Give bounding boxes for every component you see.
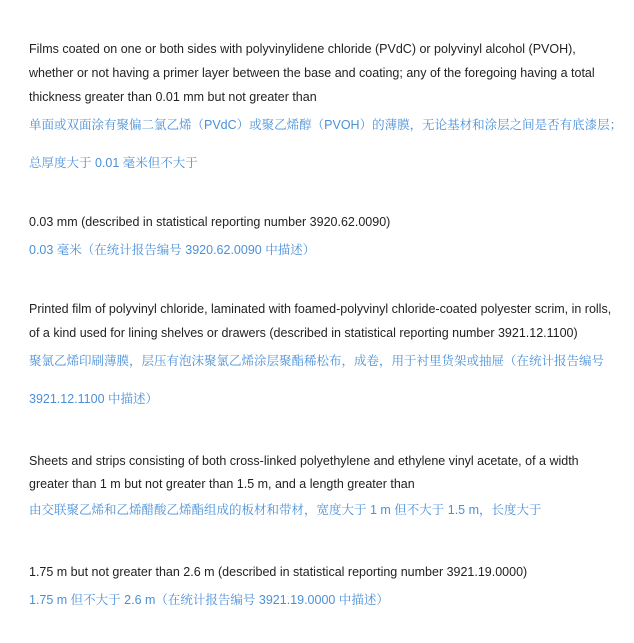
- chinese-text-line: 1.75 m 但不大于 2.6 m（在统计报告编号 3921.19.0000 中描述）: [29, 593, 389, 607]
- english-text-line: of a kind used for lining shelves or drawers (described in statistical reporting number 3921.12.1100): [29, 326, 578, 340]
- english-text-line: 0.03 mm (described in statistical reporting number 3920.62.0090): [29, 215, 391, 229]
- chinese-text-line: 聚氯乙烯印刷薄膜，层压有泡沫聚氯乙烯涂层聚酯稀松布，成卷，用于衬里货架或抽屉（在统计报告编号: [29, 354, 605, 368]
- english-text-line: Films coated on one or both sides with polyvinylidene chloride (PVdC) or polyvinyl alcohol (PVOH),: [29, 42, 576, 56]
- english-text-line: 1.75 m but not greater than 2.6 m (described in statistical reporting number 3921.19.0000): [29, 565, 528, 579]
- chinese-text-line: 单面或双面涂有聚偏二氯乙烯（PVdC）或聚乙烯醇（PVOH）的薄膜，无论基材和涂层之间是否有底漆层；: [29, 118, 623, 132]
- english-text-line: Printed film of polyvinyl chloride, laminated with foamed-polyvinyl chloride-coated polyester scrim, in rolls,: [29, 302, 612, 316]
- english-text-line: thickness greater than 0.01 mm but not greater than: [29, 90, 317, 104]
- chinese-text-line: 总厚度大于 0.01 毫米但不大于: [29, 156, 198, 170]
- chinese-text-line: 3921.12.1100 中描述）: [29, 392, 159, 406]
- chinese-text-line: 0.03 毫米（在统计报告编号 3920.62.0090 中描述）: [29, 243, 316, 257]
- english-text-line: Sheets and strips consisting of both cross-linked polyethylene and ethylene vinyl acetate, of a width: [29, 454, 579, 468]
- chinese-text-line: 由交联聚乙烯和乙烯醋酸乙烯酯组成的板材和带材，宽度大于 1 m 但不大于 1.5 m，长度大于: [29, 503, 542, 517]
- english-text-line: greater than 1 m but not greater than 1.5 m, and a length greater than: [29, 477, 415, 491]
- english-text-line: whether or not having a primer layer between the base and coating; any of the foregoing having a total: [29, 66, 595, 80]
